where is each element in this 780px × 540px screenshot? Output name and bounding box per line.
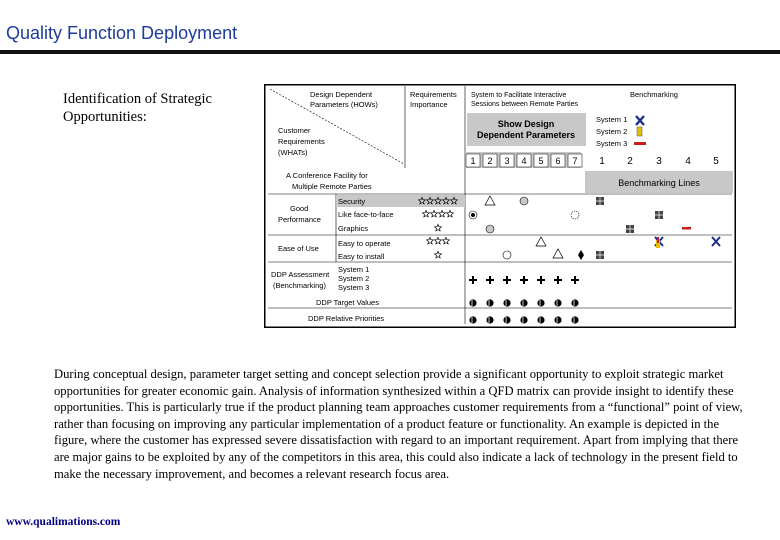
benchmark-number: 2 bbox=[627, 156, 633, 167]
show-parameters-line1: Show Design bbox=[497, 119, 555, 129]
slide-title: Quality Function Deployment bbox=[6, 23, 238, 43]
ddp-dot-icon bbox=[520, 299, 527, 306]
weak-relationship-circle-icon bbox=[503, 251, 511, 259]
legend-system3-bar-icon bbox=[634, 142, 646, 145]
legend-system3: System 3 bbox=[596, 139, 628, 148]
benchmark-number: 1 bbox=[599, 156, 605, 167]
parameter-number: 5 bbox=[538, 156, 544, 166]
ddp-system3-label: System 3 bbox=[338, 283, 370, 292]
ddp-dot-icon bbox=[537, 316, 544, 323]
parameter-number: 4 bbox=[521, 156, 527, 166]
ddp-dot-icon bbox=[554, 316, 561, 323]
parameter-number: 1 bbox=[470, 156, 476, 166]
requirement-easy-to-install: Easy to install bbox=[338, 252, 385, 261]
product-line1: A Conference Facility for bbox=[286, 171, 368, 180]
medium-relationship-circle-icon bbox=[520, 197, 528, 205]
product-line2: Multiple Remote Parties bbox=[292, 182, 372, 191]
ddp-dot-icon bbox=[469, 299, 476, 306]
whats-label-line2: Requirements bbox=[278, 137, 325, 146]
benchmark-system3-bar-icon bbox=[657, 237, 659, 243]
footer-url: www.qualimations.com bbox=[6, 516, 121, 528]
section-heading bbox=[63, 90, 253, 126]
benchmark-number: 4 bbox=[685, 156, 691, 167]
requirement-security: Security bbox=[338, 197, 366, 206]
benchmark-system3-bar-icon bbox=[682, 227, 691, 230]
body-paragraph: During conceptual design, parameter target setting and concept selection provide a significant opportunity to exploit strategic market opportunities for greater economic gain. Analysis of information synthesized within a QFD matrix can provide insight to identify these opportunities. This is particularly true if the product planning team approaches customer requirements from a “functional” point of view, rather than focusing on improving any particular implementation of a product feature or functionality. An example is depicted in the figure, where the customer has expressed severe dissatisfaction with regard to an important requirement. Apart from implying that there are major gains to be exploited by any of the competitors in this area, this could also indicate a lack of technology in the present field to make the necessary improvement, and becomes a relevant research focus area. bbox=[54, 367, 743, 481]
parameter-numbers bbox=[466, 154, 582, 167]
ddp-dot-icon bbox=[486, 299, 493, 306]
benchmarking-header: Benchmarking bbox=[630, 90, 678, 99]
hows-header-line1: Design Dependent bbox=[310, 90, 373, 99]
importance-header-line2: Importance bbox=[410, 100, 448, 109]
group-good-line2: Performance bbox=[278, 215, 321, 224]
section-heading-line1: Identification of Strategic bbox=[63, 91, 212, 107]
requirement-graphics: Graphics bbox=[338, 224, 369, 233]
ddp-priorities-label: DDP Relative Priorities bbox=[308, 314, 385, 323]
ddp-dot-icon bbox=[503, 316, 510, 323]
ddp-dot-icon bbox=[571, 316, 578, 323]
benchmarking-lines-label: Benchmarking Lines bbox=[618, 178, 700, 188]
parameter-number: 3 bbox=[504, 156, 510, 166]
benchmark-number: 5 bbox=[713, 156, 719, 167]
requirement-like-face-to-face: Like face-to-face bbox=[338, 210, 394, 219]
whats-label-line1: Customer bbox=[278, 126, 311, 135]
importance-header-line1: Requirements bbox=[410, 90, 457, 99]
parameter-number: 7 bbox=[572, 156, 578, 166]
ddp-dot-icon bbox=[537, 299, 544, 306]
group-good-line1: Good bbox=[290, 204, 309, 213]
goal-header-line1: System to Facilitate Interactive bbox=[471, 92, 567, 99]
ddp-target-label: DDP Target Values bbox=[316, 298, 379, 307]
strong-relationship-dot-icon bbox=[471, 213, 475, 217]
ddp-dot-icon bbox=[503, 299, 510, 306]
group-ease-of-use: Ease of Use bbox=[278, 244, 319, 253]
requirement-easy-to-operate: Easy to operate bbox=[338, 239, 391, 248]
weak-relationship-circle-icon bbox=[571, 211, 579, 219]
title-divider bbox=[0, 50, 780, 54]
hows-header-line2: Parameters (HOWs) bbox=[310, 100, 378, 109]
ddp-system2-label: System 2 bbox=[338, 274, 370, 283]
ddp-dot-icon bbox=[486, 316, 493, 323]
parameter-number: 6 bbox=[555, 156, 561, 166]
benchmark-number: 3 bbox=[656, 156, 662, 167]
ddp-dot-icon bbox=[571, 299, 578, 306]
parameter-number: 2 bbox=[487, 156, 493, 166]
goal-header-line2: Sessions between Remote Parties bbox=[471, 101, 578, 108]
ddp-dot-icon bbox=[469, 316, 476, 323]
legend-system2-bar-icon bbox=[637, 127, 642, 136]
legend-system2: System 2 bbox=[596, 127, 628, 136]
ddp-assessment-line1: DDP Assessment bbox=[271, 270, 330, 279]
section-heading-line2: Opportunities: bbox=[63, 109, 147, 125]
qfd-matrix-figure bbox=[264, 84, 736, 328]
medium-relationship-circle-icon bbox=[486, 225, 494, 233]
ddp-system1-label: System 1 bbox=[338, 265, 370, 274]
whats-label-line3: (WHATs) bbox=[278, 148, 308, 157]
ddp-dot-icon bbox=[520, 316, 527, 323]
legend-system1: System 1 bbox=[596, 115, 628, 124]
ddp-assessment-line2: (Benchmarking) bbox=[273, 281, 326, 290]
show-parameters-line2: Dependent Parameters bbox=[476, 130, 576, 140]
ddp-dot-icon bbox=[554, 299, 561, 306]
